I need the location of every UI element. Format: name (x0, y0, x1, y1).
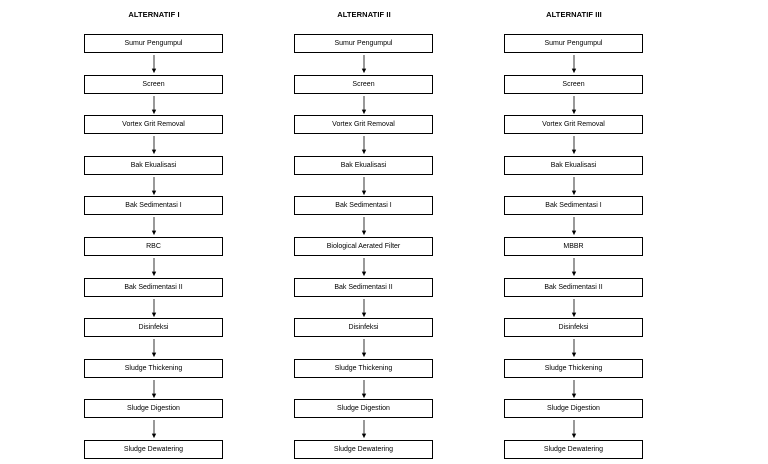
process-step-box: Sumur Pengumpul (84, 34, 223, 53)
process-step-box: Vortex Grit Removal (84, 115, 223, 134)
flow-arrow-icon (572, 134, 575, 156)
process-step-box: Disinfeksi (84, 318, 223, 337)
column-title: ALTERNATIF I (128, 10, 180, 19)
process-step-box: Vortex Grit Removal (294, 115, 433, 134)
process-step-box: Bak Ekualisasi (294, 156, 433, 175)
process-step-box: Bak Sedimentasi I (84, 196, 223, 215)
process-step-box: Bak Sedimentasi II (294, 278, 433, 297)
flow-arrow-icon (362, 337, 365, 359)
process-step-box: Bak Sedimentasi I (504, 196, 643, 215)
flow-arrow-icon (362, 418, 365, 440)
flow-arrow-icon (152, 134, 155, 156)
flow-arrow-icon (572, 53, 575, 75)
alternative-column-2 (294, 0, 444, 464)
flow-arrow-icon (362, 256, 365, 278)
flow-arrow-icon (362, 94, 365, 116)
process-step-box: Sludge Digestion (294, 399, 433, 418)
flow-arrow-icon (572, 256, 575, 278)
flow-arrow-icon (362, 53, 365, 75)
flow-arrow-icon (152, 53, 155, 75)
process-step-box: Disinfeksi (504, 318, 643, 337)
flow-arrow-icon (152, 378, 155, 400)
process-step-box: Disinfeksi (294, 318, 433, 337)
process-step-box: Sludge Thickening (504, 359, 643, 378)
flow-arrow-icon (572, 175, 575, 197)
process-step-box: Sludge Thickening (294, 359, 433, 378)
flow-arrow-icon (152, 215, 155, 237)
flow-arrow-icon (572, 215, 575, 237)
process-step-box: Sumur Pengumpul (504, 34, 643, 53)
process-step-box: RBC (84, 237, 223, 256)
process-step-box: Sumur Pengumpul (294, 34, 433, 53)
flow-arrow-icon (572, 418, 575, 440)
column-title: ALTERNATIF II (337, 10, 391, 19)
process-step-box: Bak Sedimentasi I (294, 196, 433, 215)
flow-arrow-icon (572, 337, 575, 359)
flow-arrow-icon (362, 134, 365, 156)
process-step-box: Bak Sedimentasi II (504, 278, 643, 297)
flow-arrow-icon (572, 297, 575, 319)
flow-arrow-icon (572, 94, 575, 116)
flow-arrow-icon (152, 337, 155, 359)
process-step-box: Sludge Digestion (504, 399, 643, 418)
flow-arrow-icon (152, 94, 155, 116)
flow-arrow-icon (152, 418, 155, 440)
column-title: ALTERNATIF III (546, 10, 602, 19)
process-step-box: MBBR (504, 237, 643, 256)
process-step-box: Biological Aerated Filter (294, 237, 433, 256)
process-step-box: Sludge Dewatering (294, 440, 433, 459)
process-step-box: Sludge Dewatering (84, 440, 223, 459)
flow-arrow-icon (152, 297, 155, 319)
alternative-column-3 (504, 0, 654, 464)
alternative-column-1 (84, 0, 234, 464)
process-step-box: Bak Ekualisasi (84, 156, 223, 175)
process-step-box: Screen (84, 75, 223, 94)
flow-arrow-icon (152, 175, 155, 197)
flow-arrow-icon (362, 215, 365, 237)
process-step-box: Bak Sedimentasi II (84, 278, 223, 297)
flow-arrow-icon (362, 378, 365, 400)
process-step-box: Screen (294, 75, 433, 94)
flow-arrow-icon (572, 378, 575, 400)
process-step-box: Sludge Digestion (84, 399, 223, 418)
process-step-box: Vortex Grit Removal (504, 115, 643, 134)
process-step-box: Sludge Thickening (84, 359, 223, 378)
flow-arrow-icon (362, 175, 365, 197)
process-step-box: Bak Ekualisasi (504, 156, 643, 175)
process-step-box: Screen (504, 75, 643, 94)
flow-arrow-icon (362, 297, 365, 319)
flow-arrow-icon (152, 256, 155, 278)
process-step-box: Sludge Dewatering (504, 440, 643, 459)
